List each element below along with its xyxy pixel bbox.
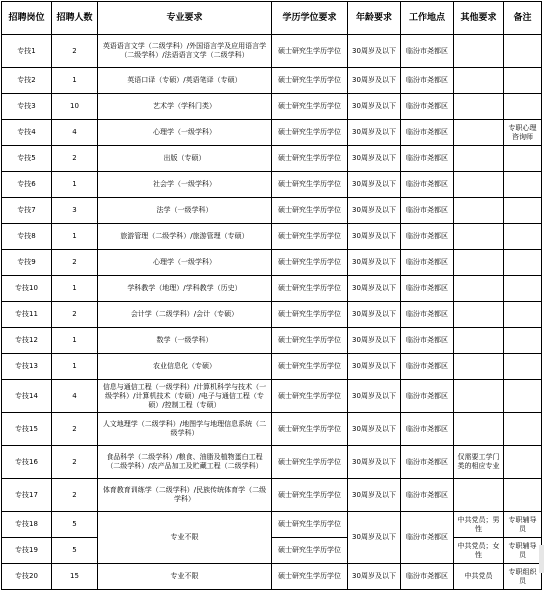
cell-major: 英语口译（专硕）/英语笔译（专硕）	[98, 68, 272, 94]
table-row	[2, 276, 542, 302]
cell-note	[504, 446, 542, 479]
cell-place: 临汾市尧都区	[401, 302, 454, 328]
cell-degree: 硕士研究生学历学位	[272, 146, 348, 172]
cell-place: 临汾市尧都区	[401, 512, 454, 564]
table-row	[2, 380, 542, 413]
cell-degree: 硕士研究生学历学位	[272, 380, 348, 413]
cell-place: 临汾市尧都区	[401, 198, 454, 224]
cell-major: 会计学（二级学科）/会计（专硕）	[98, 302, 272, 328]
cell-post: 专技10	[2, 276, 52, 302]
cell-major: 人文地理学（二级学科）/地图学与地理信息系统（二级学科）	[98, 413, 272, 446]
cell-note	[504, 380, 542, 413]
cell-age: 30周岁及以下	[348, 146, 401, 172]
table-row	[2, 512, 542, 538]
cell-count: 5	[52, 538, 98, 564]
cell-major: 农业信息化（专硕）	[98, 354, 272, 380]
cell-other	[454, 94, 504, 120]
cell-age: 30周岁及以下	[348, 413, 401, 446]
cell-place: 临汾市尧都区	[401, 479, 454, 512]
cell-major: 学科教学（地理）/学科教学（历史）	[98, 276, 272, 302]
cell-other: 中共党员；男性	[454, 512, 504, 538]
cell-place: 临汾市尧都区	[401, 94, 454, 120]
cell-age: 30周岁及以下	[348, 198, 401, 224]
table-row	[2, 446, 542, 479]
cell-degree: 硕士研究生学历学位	[272, 479, 348, 512]
cell-degree: 硕士研究生学历学位	[272, 564, 348, 590]
cell-count: 1	[52, 276, 98, 302]
cell-major: 专业不限	[98, 564, 272, 590]
cell-major: 社会学（一级学科）	[98, 172, 272, 198]
cell-major: 出版（专硕）	[98, 146, 272, 172]
table-row	[2, 538, 542, 564]
cell-major: 旅游管理（二级学科）/旅游管理（专硕）	[98, 224, 272, 250]
cell-count: 10	[52, 94, 98, 120]
table-row	[2, 120, 542, 146]
header-row	[2, 2, 542, 35]
table-body	[2, 35, 542, 512]
cell-count: 4	[52, 380, 98, 413]
cell-other	[454, 276, 504, 302]
cell-place: 临汾市尧都区	[401, 413, 454, 446]
cell-note	[504, 413, 542, 446]
cell-other	[454, 413, 504, 446]
cell-note	[504, 276, 542, 302]
header-degree: 学历学位要求	[272, 2, 348, 35]
cell-other: 中共党员	[454, 564, 504, 590]
table-row	[2, 354, 542, 380]
cell-degree: 硕士研究生学历学位	[272, 328, 348, 354]
cell-count: 3	[52, 198, 98, 224]
cell-count: 2	[52, 146, 98, 172]
header-post: 招聘岗位	[2, 2, 52, 35]
cell-age: 30周岁及以下	[348, 94, 401, 120]
cell-major: 食品科学（二级学科）/粮食、油脂及植物蛋白工程（二级学科）/农产品加工及贮藏工程（二级学科）	[98, 446, 272, 479]
cell-note	[504, 146, 542, 172]
cell-age: 30周岁及以下	[348, 512, 401, 564]
cell-note	[504, 354, 542, 380]
table-row	[2, 328, 542, 354]
header-note: 备注	[504, 2, 542, 35]
cell-other	[454, 302, 504, 328]
cell-major: 数学（一级学科）	[98, 328, 272, 354]
cell-age: 30周岁及以下	[348, 250, 401, 276]
cell-age: 30周岁及以下	[348, 564, 401, 590]
cell-note: 专职组织员	[504, 564, 542, 590]
cell-other	[454, 354, 504, 380]
cell-major: 体育教育训练学（二级学科）/民族传统体育学（二级学科）	[98, 479, 272, 512]
cell-note	[504, 224, 542, 250]
cell-post: 专技6	[2, 172, 52, 198]
cell-age: 30周岁及以下	[348, 302, 401, 328]
cell-degree: 硕士研究生学历学位	[272, 198, 348, 224]
cell-note: 专职辅导员	[504, 512, 542, 538]
cell-major: 信息与通信工程（一级学科）/计算机科学与技术（一级学科）/计算机技术（专硕）/电子与通信工程（专硕）/控制工程（专硕）	[98, 380, 272, 413]
cell-other	[454, 479, 504, 512]
cell-other	[454, 250, 504, 276]
cell-post: 专技5	[2, 146, 52, 172]
table-row	[2, 250, 542, 276]
cell-degree: 硕士研究生学历学位	[272, 120, 348, 146]
cell-major: 心理学（一级学科）	[98, 120, 272, 146]
cell-note	[504, 172, 542, 198]
cell-post: 专技19	[2, 538, 52, 564]
cell-place: 临汾市尧都区	[401, 35, 454, 68]
cell-count: 1	[52, 172, 98, 198]
cell-degree: 硕士研究生学历学位	[272, 94, 348, 120]
cell-degree: 硕士研究生学历学位	[272, 446, 348, 479]
scroll-corner	[539, 545, 544, 573]
cell-count: 2	[52, 413, 98, 446]
cell-place: 临汾市尧都区	[401, 120, 454, 146]
cell-age: 30周岁及以下	[348, 380, 401, 413]
table-row	[2, 94, 542, 120]
cell-place: 临汾市尧都区	[401, 446, 454, 479]
cell-age: 30周岁及以下	[348, 35, 401, 68]
cell-post: 专技15	[2, 413, 52, 446]
cell-place: 临汾市尧都区	[401, 68, 454, 94]
cell-age: 30周岁及以下	[348, 328, 401, 354]
cell-degree: 硕士研究生学历学位	[272, 413, 348, 446]
cell-degree: 硕士研究生学历学位	[272, 35, 348, 68]
cell-count: 5	[52, 512, 98, 538]
cell-other	[454, 198, 504, 224]
cell-other	[454, 172, 504, 198]
cell-count: 1	[52, 224, 98, 250]
cell-place: 临汾市尧都区	[401, 172, 454, 198]
cell-degree: 硕士研究生学历学位	[272, 250, 348, 276]
cell-count: 2	[52, 302, 98, 328]
cell-note	[504, 302, 542, 328]
cell-post: 专技11	[2, 302, 52, 328]
cell-note	[504, 198, 542, 224]
cell-major: 英语语言文学（二级学科）/外国语言学及应用语言学（二级学科）/法语语言文学（二级学科）	[98, 35, 272, 68]
table-row	[2, 413, 542, 446]
cell-post: 专技18	[2, 512, 52, 538]
cell-other	[454, 35, 504, 68]
cell-age: 30周岁及以下	[348, 276, 401, 302]
cell-post: 专技4	[2, 120, 52, 146]
cell-count: 15	[52, 564, 98, 590]
cell-age: 30周岁及以下	[348, 479, 401, 512]
table-row	[2, 68, 542, 94]
cell-post: 专技13	[2, 354, 52, 380]
cell-note: 专职辅导员	[504, 538, 542, 564]
table-row	[2, 146, 542, 172]
cell-degree: 硕士研究生学历学位	[272, 224, 348, 250]
cell-count: 4	[52, 120, 98, 146]
table-row	[2, 198, 542, 224]
cell-place: 临汾市尧都区	[401, 564, 454, 590]
cell-other	[454, 380, 504, 413]
table-row	[2, 224, 542, 250]
cell-count: 1	[52, 328, 98, 354]
cell-note	[504, 250, 542, 276]
cell-age: 30周岁及以下	[348, 120, 401, 146]
cell-major: 心理学（一级学科）	[98, 250, 272, 276]
cell-other	[454, 68, 504, 94]
cell-other	[454, 328, 504, 354]
cell-post: 专技16	[2, 446, 52, 479]
cell-count: 2	[52, 250, 98, 276]
cell-place: 临汾市尧都区	[401, 250, 454, 276]
recruitment-table	[1, 1, 542, 590]
cell-age: 30周岁及以下	[348, 354, 401, 380]
cell-post: 专技3	[2, 94, 52, 120]
cell-major: 艺术学（学科门类）	[98, 94, 272, 120]
cell-major: 专业不限	[98, 512, 272, 564]
header-age: 年龄要求	[348, 2, 401, 35]
cell-age: 30周岁及以下	[348, 68, 401, 94]
cell-note	[504, 35, 542, 68]
cell-other: 中共党员；女性	[454, 538, 504, 564]
cell-post: 专技14	[2, 380, 52, 413]
cell-degree: 硕士研究生学历学位	[272, 276, 348, 302]
cell-post: 专技12	[2, 328, 52, 354]
cell-post: 专技20	[2, 564, 52, 590]
cell-post: 专技17	[2, 479, 52, 512]
cell-count: 1	[52, 354, 98, 380]
table-row	[2, 35, 542, 68]
table-row	[2, 564, 542, 590]
cell-place: 临汾市尧都区	[401, 328, 454, 354]
cell-post: 专技7	[2, 198, 52, 224]
header-other: 其他要求	[454, 2, 504, 35]
cell-degree: 硕士研究生学历学位	[272, 512, 348, 538]
cell-place: 临汾市尧都区	[401, 146, 454, 172]
cell-count: 2	[52, 35, 98, 68]
cell-place: 临汾市尧都区	[401, 354, 454, 380]
cell-other	[454, 146, 504, 172]
cell-note	[504, 328, 542, 354]
cell-note: 专职心理咨询师	[504, 120, 542, 146]
cell-note	[504, 479, 542, 512]
cell-other: 仅需要工学门类的相应专业	[454, 446, 504, 479]
cell-other	[454, 224, 504, 250]
table-row	[2, 302, 542, 328]
cell-count: 1	[52, 68, 98, 94]
header-count: 招聘人数	[52, 2, 98, 35]
cell-place: 临汾市尧都区	[401, 380, 454, 413]
cell-degree: 硕士研究生学历学位	[272, 172, 348, 198]
cell-degree: 硕士研究生学历学位	[272, 68, 348, 94]
cell-count: 2	[52, 479, 98, 512]
cell-post: 专技8	[2, 224, 52, 250]
cell-degree: 硕士研究生学历学位	[272, 302, 348, 328]
cell-note	[504, 68, 542, 94]
table-row	[2, 479, 542, 512]
header-place: 工作地点	[401, 2, 454, 35]
cell-place: 临汾市尧都区	[401, 224, 454, 250]
cell-post: 专技9	[2, 250, 52, 276]
cell-count: 2	[52, 446, 98, 479]
cell-note	[504, 94, 542, 120]
cell-degree: 硕士研究生学历学位	[272, 354, 348, 380]
cell-post: 专技2	[2, 68, 52, 94]
cell-other	[454, 120, 504, 146]
cell-age: 30周岁及以下	[348, 446, 401, 479]
cell-place: 临汾市尧都区	[401, 276, 454, 302]
cell-age: 30周岁及以下	[348, 224, 401, 250]
table-row	[2, 172, 542, 198]
cell-degree: 硕士研究生学历学位	[272, 538, 348, 564]
cell-post: 专技1	[2, 35, 52, 68]
cell-age: 30周岁及以下	[348, 172, 401, 198]
cell-major: 法学（一级学科）	[98, 198, 272, 224]
header-major: 专业要求	[98, 2, 272, 35]
